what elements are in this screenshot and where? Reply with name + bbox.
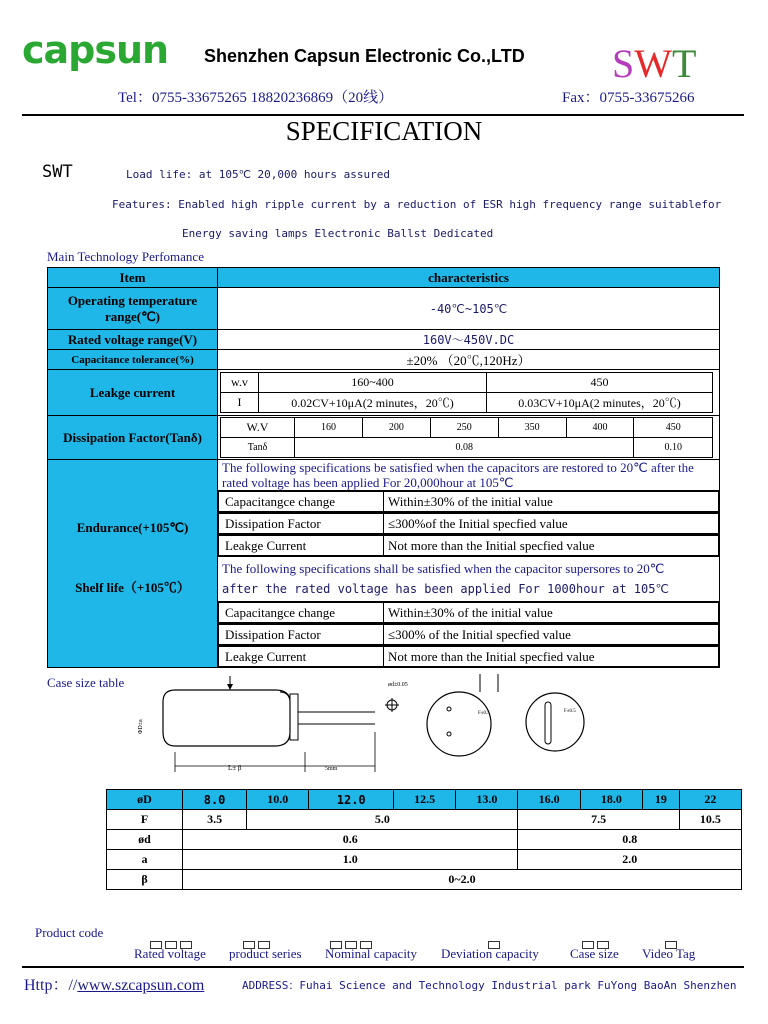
pitch-label-2: F±0.5: [564, 709, 576, 714]
load-life: Load life: at 105℃ 20,000 hours assured: [126, 168, 391, 181]
capacitor-drawing: [130, 672, 610, 782]
website: Http：//www.szcapsun.com: [24, 977, 205, 994]
diameter-label: ΦD±a: [138, 719, 144, 734]
endurance-label: Endurance(+105℃): [76, 520, 189, 535]
product-code-label: Product code: [35, 925, 104, 940]
lead-dia-label: ød±0.05: [388, 682, 408, 688]
col-characteristics: characteristics: [218, 268, 720, 288]
main-performance-title: Main Technology Perfomance: [47, 249, 204, 264]
cap-tol-label: Capacitance tolerance(%): [48, 350, 218, 370]
shelf-text: The following specifications shall be satisfied when the capacitor supersores to 20℃ after the rated voltage has been applied For 1000hour at 105℃: [218, 557, 720, 602]
length-label: L± β: [228, 764, 242, 772]
code-product-series: product series: [229, 946, 302, 961]
case-size-label: Case size table: [47, 675, 125, 690]
code-rated-voltage: Rated voltage: [134, 946, 206, 961]
swt-logo: SWT: [612, 41, 697, 86]
lead-length-label: 5mm: [325, 766, 338, 772]
features: Features: Enabled high ripple current by a reduction of ESR high frequency range suitablefor: [112, 198, 722, 211]
address: ADDRESS：Fuhai Science and Technology Industrial park FuYong BaoAn Shenzhen: [242, 979, 737, 992]
pitch-label: F±0.5: [478, 711, 490, 716]
code-case-size: Case size: [570, 946, 619, 961]
website-link[interactable]: www.szcapsun.com: [77, 977, 205, 994]
col-item: Item: [48, 268, 218, 288]
code-video-tag: Video Tag: [642, 946, 696, 961]
tel: Tel：0755-33675265 18820236869（20线）: [118, 90, 394, 106]
df-label: Dissipation Factor(Tanδ): [48, 416, 218, 460]
leak-label: Leakge current: [48, 370, 218, 416]
leak-table: w.v 160~400 450 I 0.02CV+10μA(2 minutes，20℃) 0.03CV+10μA(2 minutes，20℃): [220, 372, 713, 413]
code-deviation-capacity: Deviation capacity: [441, 946, 539, 961]
page-title: SPECIFICATION: [285, 116, 483, 146]
cap-tol-value: ±20% （20℃,120Hz）: [218, 350, 720, 370]
op-temp-label: Operating temperature range(℃): [48, 288, 218, 330]
rated-voltage-label: Rated voltage range(V): [48, 330, 218, 350]
op-temp-value: -40℃~105℃: [218, 288, 720, 330]
code-nominal-capacity: Nominal capacity: [325, 946, 418, 961]
footer-rule: [22, 966, 744, 968]
capsun-logo: capsun: [22, 28, 169, 72]
shelf-life-label: Shelf life（+105℃）: [75, 580, 190, 595]
features-line2: Energy saving lamps Electronic Ballst Dedicated: [182, 227, 494, 240]
performance-table: Item characteristics Operating temperature range(℃) -40℃~105℃ Rated voltage range(V) 160V～450V.DC Capacitance tolerance(%) ±20% （20℃,120Hz） Leakge current w.v 160~400 450 I 0.02CV+10μA(2 minutes，20℃) 0.03CV+10μA(2 minutes，20℃) Dissipation Factor(Tanδ) W.V 160 200 250 350 400 450 Tanδ 0.08 0.10 Endurance(+105℃) Shelf life（+105℃） The following specifications be satisfied when the capacitors are restored to 20℃ after the rated voltage has been applied For 20,000hour at 105℃ Capacitangce change Within±30% of the initial value Dissipation Factor ≤300%of the Initial specfied value Leakge Current Not more than the Initial specfied value The following specifications shall be satisfied when the capacitor supersores to 20℃ after the rated voltage has been applied For 1000hour at 105℃ Capacitangce change Within±30% of the initial value Dissipation Factor ≤300% of the Initial specfied value Leakge Current Not more than the Initial specfied value: [47, 267, 720, 668]
case-size-table: øD 8.0 10.0 12.0 12.5 13.0 16.0 18.0 19 22 F 3.5 5.0 7.5 10.5 ød 0.6 0.8 a 1.0 2.0 β 0~2.0: [106, 789, 742, 890]
df-table: W.V 160 200 250 350 400 450 Tanδ 0.08 0.10: [220, 417, 713, 458]
rated-voltage-value: 160V～450V.DC: [218, 330, 720, 350]
endurance-text: The following specifications be satisfied when the capacitors are restored to 20℃ after the rated voltage has been applied For 20,000hour at 105℃: [218, 460, 720, 491]
series-code: SWT: [42, 162, 73, 182]
company-name: Shenzhen Capsun Electronic Co.,LTD: [204, 46, 525, 66]
fax: Fax：0755-33675266: [562, 90, 695, 106]
